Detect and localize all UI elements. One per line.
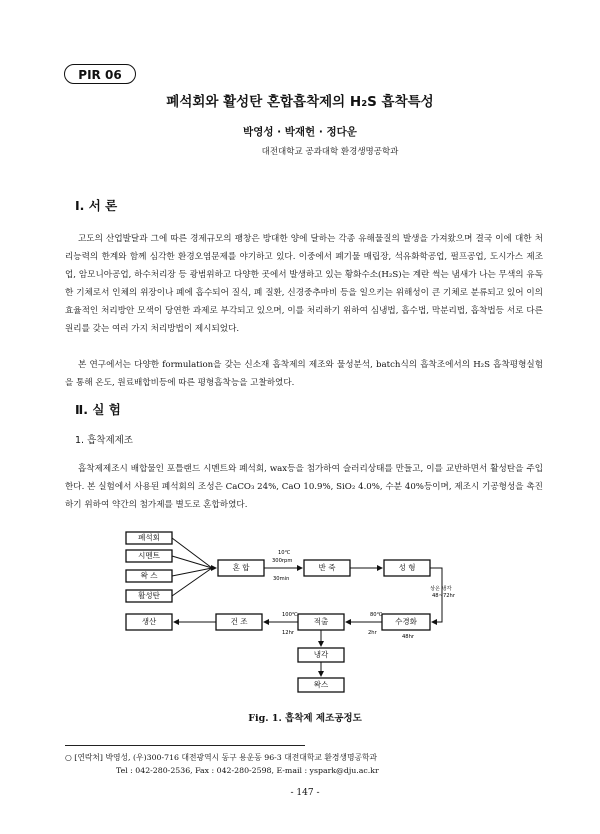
affiliation: 대전대학교 공과대학 환경생명공학과 <box>261 147 399 157</box>
steam-time-2: 48hr <box>402 634 415 640</box>
production-box <box>126 614 172 630</box>
cooling-box <box>298 648 344 662</box>
kneading-label: 반 죽 <box>318 563 336 572</box>
experiment-heading: Ⅱ. 실 험 <box>75 402 121 417</box>
input-activated-carbon-label: 활성탄 <box>138 591 160 600</box>
input-cement-label: 시멘트 <box>138 551 160 560</box>
footnote-contact-details: Tel : 042-280-2536, Fax : 042-280-2598, E-mail : yspark@dju.ac.kr <box>116 766 379 775</box>
drying-label: 건 조 <box>230 617 248 626</box>
figure-caption: Fig. 1. 흡착제 제조공정도 <box>248 713 362 724</box>
input-wax-label: 왁 스 <box>140 571 158 580</box>
steam-temperature: 80℃ <box>370 612 383 618</box>
cooling-label: 냉각 <box>313 650 329 659</box>
input-activated-carbon-box <box>126 590 172 602</box>
mixing-label: 혼 합 <box>232 563 250 572</box>
intro-paragraph-1: 고도의 산업발달과 그에 따른 경제규모의 팽창은 방대한 양에 달하는 각종 유해물질의 발생을 가져왔으며 결국 이에 대한 처리능력의 한계와 함께 심각한 환경오염문제를 야기하고 있다. 이중에서 폐기물 매립장, 석유화학공업, 펄프공업, 도시가스 제조업, 암모니아공업, 하수처리장 등 광범위하고 다양한 곳에서 발생하고 있는 황화수소(H₂S)는 계란 썩는 냄새가 나는 무색의 유독한 기체로서 인체의 위장이나 폐에 흡수되어 질식, 폐 질환, 신경중추마비 등을 일으키는 위해성이 큰 기체로 분류되고 있어 이의 효율적인 처리방안 모색이 당연한 과제로 부각되고 있으며, 이를 처리하기 위하여 심냉법, 흡수법, 막분리법, 흡착법등 서로 다른 원리를 갖는 여러 가지 처리방법이 제시되었다. <box>65 234 543 334</box>
footnote-contact: ○ [연락처] 박영성, (우)300-716 대전광역시 동구 용운동 96-3 대전대학교 환경생명공학과 <box>65 753 378 762</box>
wax-coating-label: 왁스 <box>313 680 329 689</box>
mixing-box <box>218 560 264 576</box>
production-label: 생산 <box>141 617 157 626</box>
paper-title: 폐석회와 활성탄 혼합흡착제의 H₂S 흡착특성 <box>166 94 434 110</box>
steam-time: 2hr <box>368 630 377 636</box>
page-number: - 147 - <box>290 788 320 798</box>
wax-coating-box <box>298 678 344 692</box>
experiment-subheading: 1. 흡착제제조 <box>75 435 133 446</box>
process-flow-diagram <box>120 524 460 700</box>
input-waste-lime-box <box>126 532 172 544</box>
steam-curing-box <box>382 614 430 630</box>
intro-heading: Ⅰ. 서 론 <box>75 198 118 213</box>
dry-time: 12hr <box>282 630 295 636</box>
session-badge: PIR 06 <box>64 64 136 84</box>
shaping-box <box>384 560 430 576</box>
curing-label: 상온 냉각 <box>430 586 452 592</box>
mix-time: 30min <box>273 576 290 582</box>
extraction-box <box>298 614 344 630</box>
input-waste-lime-label: 폐석회 <box>138 533 160 542</box>
footnote-divider <box>65 745 305 746</box>
input-wax-box <box>126 570 172 582</box>
dry-temperature: 100℃ <box>282 612 298 618</box>
shaping-label: 성 형 <box>398 563 416 572</box>
authors: 박영성 · 박재헌 · 정다운 <box>243 126 357 138</box>
extraction-label: 적출 <box>313 617 329 626</box>
steam-curing-label: 수경화 <box>395 617 417 626</box>
input-connectors <box>172 538 216 596</box>
intro-paragraph-2: 본 연구에서는 다양한 formulation을 갖는 신소재 흡착제의 제조와 물성분석, batch식의 흡착조에서의 H₂S 흡착평형실험을 통해 온도, 원료배합비등에 따른 평형흡착능을 고찰하였다. <box>65 360 543 388</box>
experiment-paragraph-1: 흡착제제조시 배합물인 포틀랜드 시멘트와 폐석회, wax등을 첨가하여 슬러리상태를 만들고, 이를 교반하면서 활성탄을 주입한다. 본 실험에서 사용된 폐석회의 조성은 CaCO₃ 24%, CaO 10.9%, SiO₂ 4.0%, 수분 40%등이며, 제조시 기공형성을 촉진하기 위하여 약간의 첨가제를 별도로 혼합하였다. <box>65 464 543 510</box>
kneading-box <box>304 560 350 576</box>
drying-box <box>216 614 262 630</box>
mix-rpm: 300rpm <box>272 558 293 564</box>
curing-time: 48~72hr <box>432 593 455 599</box>
input-cement-box <box>126 550 172 562</box>
mix-temperature: 10℃ <box>278 550 291 556</box>
